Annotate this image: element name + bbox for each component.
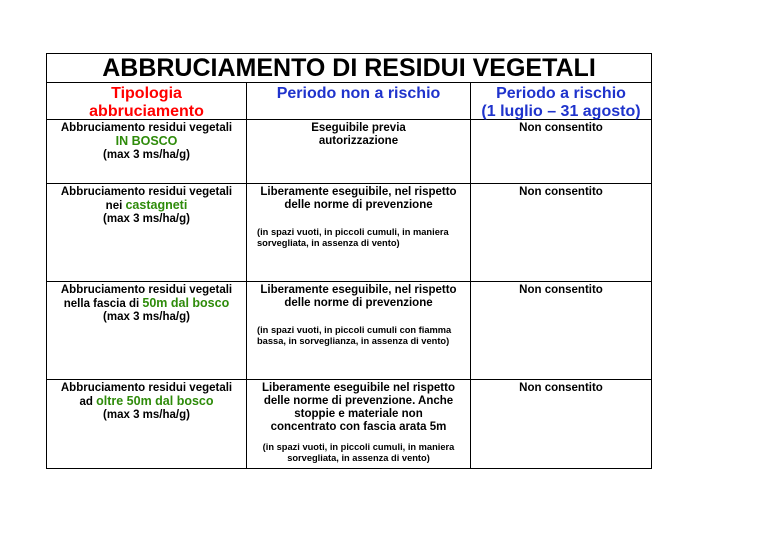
- row-1-type: [47, 120, 246, 183]
- row-4-risk-value: Non consentito: [519, 382, 603, 394]
- header-tipologia-line1: Tipologia: [111, 85, 182, 102]
- header-rischio-line2: (1 luglio – 31 agosto): [481, 103, 641, 120]
- row-3-risk: [471, 282, 651, 379]
- row-2-type-highlight: castagneti: [125, 198, 188, 212]
- row-4-type: [47, 380, 246, 468]
- row-2-type-note: (max 3 ms/ha/g): [103, 213, 190, 225]
- row-2-period: [247, 184, 470, 281]
- row-4-period-note: (in spazi vuoti, in piccoli cumuli, in maniera sorvegliata, in assenza di vento): [262, 442, 455, 463]
- row-2-period-note: (in spazi vuoti, in piccoli cumuli, in maniera sorvegliata, in assenza di vento): [257, 227, 449, 248]
- row-1-risk-value: Non consentito: [519, 122, 603, 134]
- header-tipologia: [47, 83, 246, 119]
- row-4-type-detail: [47, 395, 246, 409]
- row-3-type: [47, 282, 246, 379]
- row-3-risk-value: Non consentito: [519, 284, 603, 296]
- header-rischio-line1: Periodo a rischio: [496, 85, 626, 102]
- row-2-risk: [471, 184, 651, 281]
- row-1-type-label: Abbruciamento residui vegetali: [60, 122, 233, 134]
- row-1-type-note: (max 3 ms/ha/g): [103, 149, 190, 161]
- row-3-period: [247, 282, 470, 379]
- header-tipologia-line2: abbruciamento: [89, 103, 204, 120]
- row-3-type-note: (max 3 ms/ha/g): [103, 311, 190, 323]
- row-2-type-label: Abbruciamento residui vegetali: [60, 186, 233, 198]
- row-2-type-pre: nei: [105, 200, 126, 212]
- row-1-risk: [471, 120, 651, 183]
- row-2-risk-value: Non consentito: [519, 186, 603, 198]
- regulation-table: [46, 53, 652, 469]
- row-1-type-highlight: IN BOSCO: [115, 134, 178, 148]
- row-2-period-main: Liberamente eseguibile, nel rispetto delle norme di prevenzione: [260, 186, 457, 211]
- row-4-type-note: (max 3 ms/ha/g): [103, 409, 190, 421]
- table-title: ABBRUCIAMENTO DI RESIDUI VEGETALI: [47, 54, 651, 83]
- row-3-type-detail: [47, 297, 246, 311]
- row-1-period-main: Eseguibile previa autorizzazione: [311, 122, 406, 147]
- header-non-rischio: [247, 83, 470, 119]
- row-1-type-detail: [47, 135, 246, 149]
- row-3-type-highlight: 50m dal bosco: [142, 296, 230, 310]
- row-3-type-label: Abbruciamento residui vegetali: [60, 284, 233, 296]
- row-4-risk: [471, 380, 651, 468]
- row-1-period: [247, 120, 470, 183]
- row-4-type-pre: ad: [79, 396, 97, 408]
- header-non-rischio-label: Periodo non a rischio: [276, 85, 441, 102]
- row-2-type-detail: [47, 199, 246, 213]
- row-4-type-label: Abbruciamento residui vegetali: [60, 382, 233, 394]
- row-4-period: [247, 380, 470, 468]
- row-3-period-main: Liberamente eseguibile, nel rispetto delle norme di prevenzione: [260, 284, 457, 309]
- row-4-type-highlight: oltre 50m dal bosco: [96, 394, 214, 408]
- row-3-type-pre: nella fascia di: [63, 298, 143, 310]
- row-3-period-note: (in spazi vuoti, in piccoli cumuli con fiamma bassa, in sorveglianza, in assenza di vento): [257, 325, 452, 346]
- row-4-period-main: Liberamente eseguibile nel rispetto delle norme di prevenzione. Anche stoppie e materiale non concentrato con fascia arata 5m: [262, 382, 455, 433]
- row-2-type: [47, 184, 246, 281]
- header-rischio: [471, 83, 651, 119]
